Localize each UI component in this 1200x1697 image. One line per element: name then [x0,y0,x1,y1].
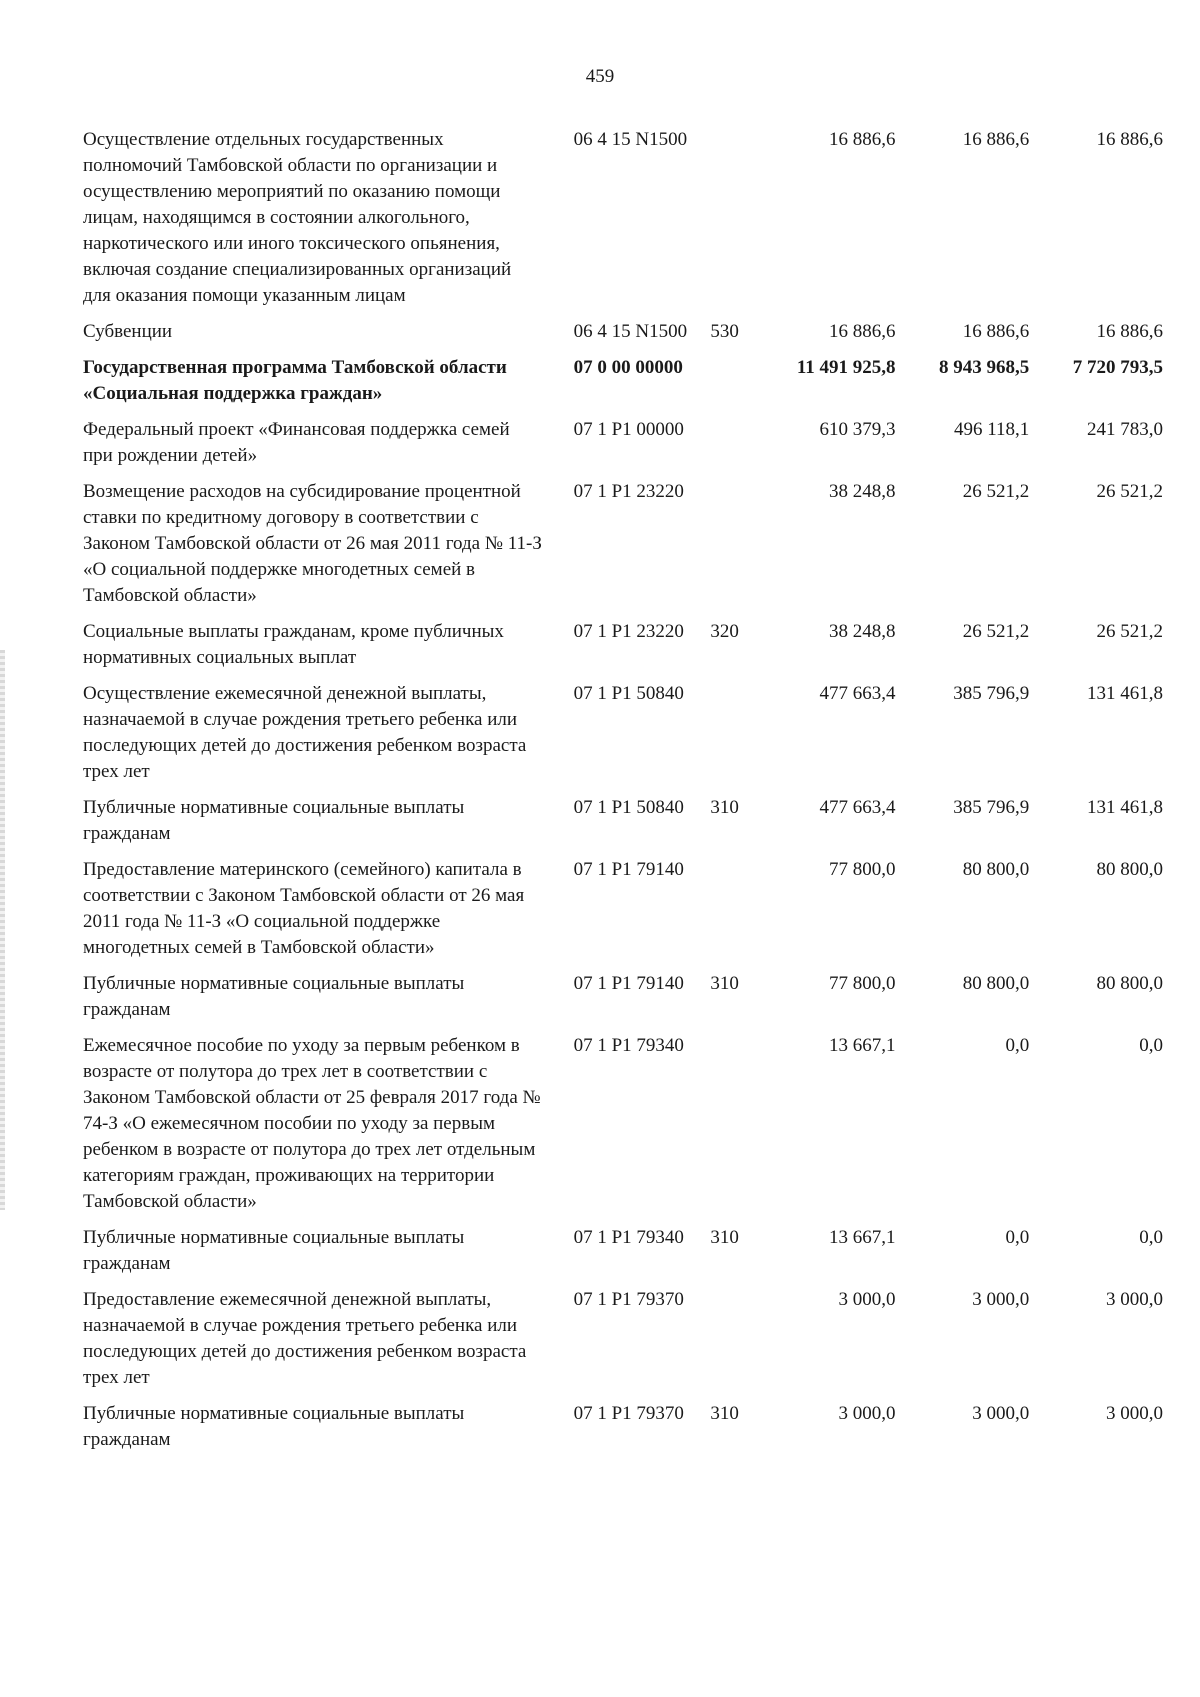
row-name: Социальные выплаты гражданам, кроме публичных нормативных социальных выплат [83,621,504,668]
row-name: Публичные нормативные социальные выплаты гражданам [83,1227,465,1274]
table-row [83,1225,1163,1277]
row-value-year-1: 77 800,0 [829,859,896,880]
row-value-year-1: 38 248,8 [829,481,896,502]
row-value-year-1: 77 800,0 [829,973,896,994]
row-value-year-3: 0,0 [1139,1227,1163,1248]
row-value-year-3: 16 886,6 [1096,321,1163,342]
table-row [83,619,1163,671]
row-value-year-2: 496 118,1 [953,419,1030,440]
row-target-code: 07 1 P1 50840 [573,797,684,818]
row-value-year-3: 241 783,0 [1086,419,1163,440]
row-expense-type: 310 [710,973,739,994]
row-value-year-3: 16 886,6 [1096,129,1163,150]
scan-edge-artifact [0,650,5,1210]
row-name: Ежемесячное пособие по уходу за первым ребенком в возрасте от полутора до трех лет в соответствии с Законом Тамбовской области от 25 февраля 2017 года № 74-З «О ежемесячном пособии по уходу за первым ребенком в возрасте от полутора до трех лет отдельным категориям граждан, проживающих на территории Тамбовской области» [83,1035,541,1212]
row-value-year-2: 80 800,0 [962,973,1030,994]
row-value-year-1: 477 663,4 [819,797,896,818]
row-name: Государственная программа Тамбовской области «Социальная поддержка граждан» [83,357,507,404]
row-value-year-3: 0,0 [1139,1035,1163,1056]
row-target-code: 07 0 00 00000 [573,357,683,378]
row-value-year-3: 131 461,8 [1086,683,1163,704]
row-value-year-2: 385 796,9 [953,683,1030,704]
row-value-year-2: 3 000,0 [972,1403,1030,1424]
row-target-code: 06 4 15 N1500 [573,129,688,150]
row-value-year-3: 26 521,2 [1096,621,1163,642]
row-value-year-2: 16 886,6 [962,129,1030,150]
row-expense-type: 320 [710,621,739,642]
table-row [83,1401,1163,1453]
row-value-year-1: 610 379,3 [819,419,896,440]
row-value-year-1: 13 667,1 [829,1035,896,1056]
row-value-year-2: 385 796,9 [953,797,1030,818]
row-expense-type: 530 [710,321,739,342]
row-value-year-3: 131 461,8 [1086,797,1163,818]
row-value-year-1: 16 886,6 [829,321,896,342]
row-value-year-1: 477 663,4 [819,683,896,704]
row-name: Предоставление материнского (семейного) капитала в соответствии с Законом Тамбовской области от 26 мая 2011 года № 11-З «О социальной поддержке многодетных семей в Тамбовской области» [83,859,525,958]
row-value-year-1: 3 000,0 [838,1289,896,1310]
row-value-year-1: 3 000,0 [838,1403,896,1424]
table-row [83,795,1163,847]
row-name: Публичные нормативные социальные выплаты гражданам [83,1403,465,1450]
row-target-code: 07 1 P1 23220 [573,481,684,502]
row-target-code: 07 1 P1 79370 [573,1403,684,1424]
table-row [83,355,1163,407]
row-name: Федеральный проект «Финансовая поддержка семей при рождении детей» [83,419,510,466]
row-value-year-2: 26 521,2 [962,621,1030,642]
row-target-code: 07 1 P1 23220 [573,621,684,642]
row-value-year-1: 38 248,8 [829,621,896,642]
row-name: Возмещение расходов на субсидирование процентной ставки по кредитному договору в соответствии с Законом Тамбовской области от 26 мая 2011 года № 11-З «О социальной поддержке многодетных семей в Тамбовской области» [83,481,542,606]
row-value-year-2: 26 521,2 [962,481,1030,502]
row-value-year-2: 8 943 968,5 [939,357,1030,378]
row-target-code: 07 1 P1 00000 [573,419,684,440]
table-row [83,479,1163,609]
row-name: Осуществление отдельных государственных полномочий Тамбовской области по организации и осуществлению мероприятий по оказанию помощи лицам, находящимся в состоянии алкогольного, наркотического или иного токсического опьянения, включая создание специализированных организаций для оказания помощи указанным лицам [83,129,512,306]
page-number: 459 [585,66,615,87]
row-expense-type: 310 [710,797,739,818]
row-value-year-1: 16 886,6 [829,129,896,150]
row-value-year-3: 7 720 793,5 [1072,357,1163,378]
row-value-year-2: 3 000,0 [972,1289,1030,1310]
row-target-code: 06 4 15 N1500 [573,321,688,342]
table-row [83,319,1163,345]
row-value-year-2: 80 800,0 [962,859,1030,880]
row-name: Публичные нормативные социальные выплаты гражданам [83,797,465,844]
row-expense-type: 310 [710,1403,739,1424]
table-row [83,127,1163,309]
row-value-year-3: 80 800,0 [1096,973,1163,994]
row-target-code: 07 1 P1 79340 [573,1035,684,1056]
row-name: Осуществление ежемесячной денежной выплаты, назначаемой в случае рождения третьего ребенка или последующих детей до достижения ребенком возраста трех лет [83,683,527,782]
row-value-year-1: 11 491 925,8 [796,357,896,378]
row-name: Субвенции [83,321,173,342]
row-value-year-3: 3 000,0 [1105,1403,1163,1424]
row-value-year-2: 0,0 [1005,1035,1030,1056]
row-expense-type: 310 [710,1227,739,1248]
budget-table [83,127,1163,1463]
row-value-year-3: 80 800,0 [1096,859,1163,880]
row-value-year-1: 13 667,1 [829,1227,896,1248]
row-target-code: 07 1 P1 50840 [573,683,684,704]
table-row [83,857,1163,961]
table-row [83,417,1163,469]
table-row [83,971,1163,1023]
row-name: Публичные нормативные социальные выплаты гражданам [83,973,465,1020]
table-row [83,681,1163,785]
table-row [83,1033,1163,1215]
row-target-code: 07 1 P1 79140 [573,859,684,880]
row-target-code: 07 1 P1 79340 [573,1227,684,1248]
row-value-year-3: 3 000,0 [1105,1289,1163,1310]
row-value-year-2: 0,0 [1005,1227,1030,1248]
table-row [83,1287,1163,1391]
row-target-code: 07 1 P1 79140 [573,973,684,994]
row-value-year-2: 16 886,6 [962,321,1030,342]
row-name: Предоставление ежемесячной денежной выплаты, назначаемой в случае рождения третьего ребенка или последующих детей до достижения ребенком возраста трех лет [83,1289,527,1388]
row-target-code: 07 1 P1 79370 [573,1289,684,1310]
row-value-year-3: 26 521,2 [1096,481,1163,502]
